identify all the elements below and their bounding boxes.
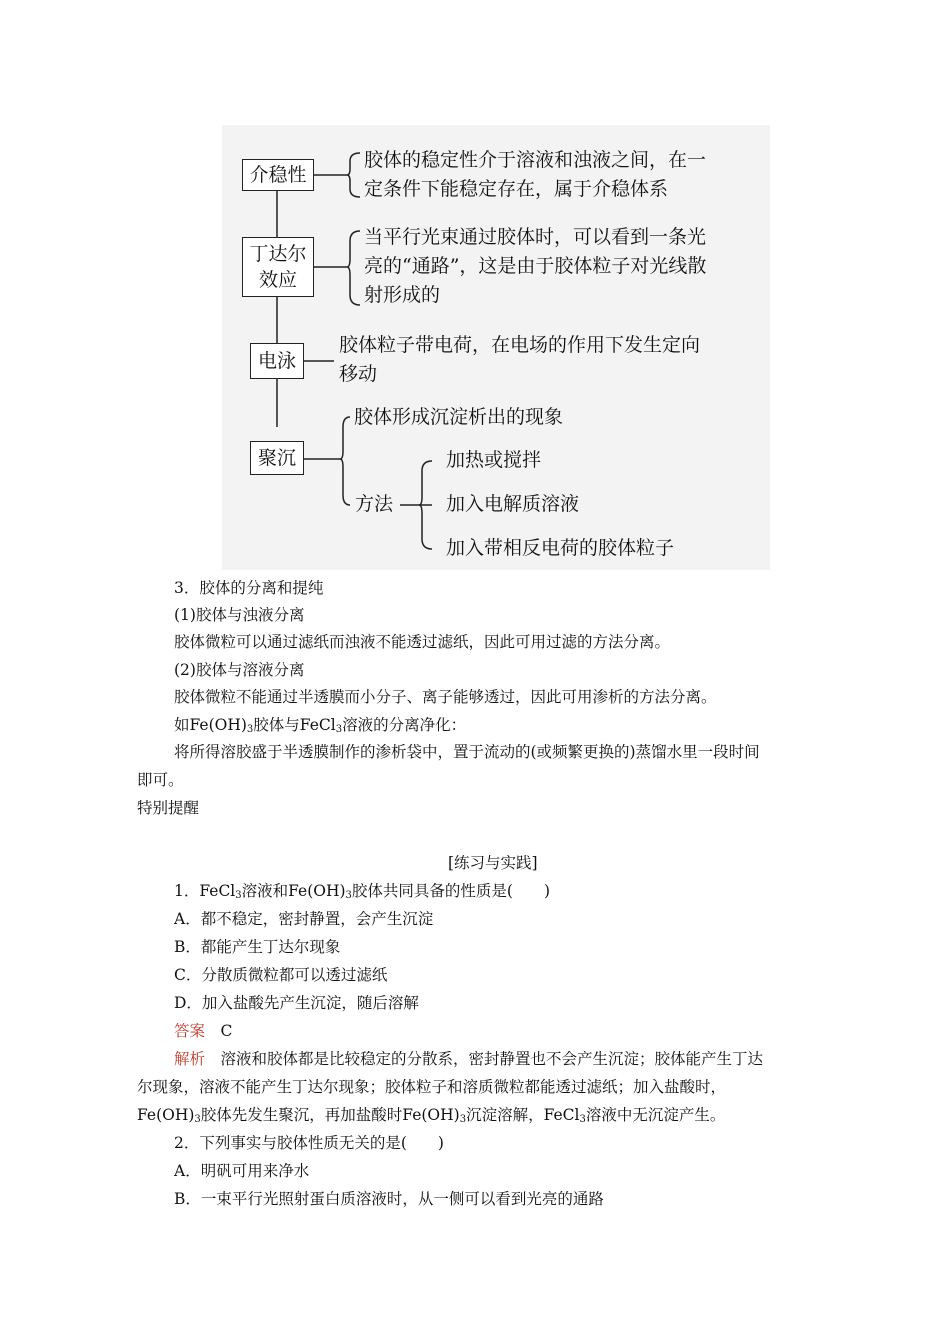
subscript: 3	[459, 1114, 467, 1125]
text-run: 1．FeCl	[174, 882, 236, 900]
option: D．加入盐酸先产生沉淀，随后溶解	[174, 994, 419, 1012]
answer-line	[174, 1021, 232, 1041]
description-line: 胶体形成沉淀析出的现象	[354, 406, 564, 428]
answer-label: 答案	[174, 1022, 206, 1040]
question-1	[174, 881, 550, 906]
subscript: 3	[345, 890, 352, 901]
text-run: 胶体与FeCl	[253, 716, 336, 734]
subsection-heading: (1)胶体与浊液分离	[174, 606, 305, 624]
subscript: 3	[235, 890, 242, 901]
node-box-coagulation	[250, 441, 304, 475]
node-box-electrophoresis	[250, 343, 304, 379]
method-label: 方法	[355, 493, 394, 515]
method-item: 加入电解质溶液	[446, 493, 580, 515]
description-line: 定条件下能稳定存在，属于介稳体系	[364, 178, 669, 200]
description-line: 射形成的	[364, 284, 441, 306]
paragraph-example	[174, 715, 466, 740]
description-line: 亮的“通路”，这是由于胶体粒子对光线散	[364, 255, 707, 277]
node-description-tyndall	[364, 223, 764, 310]
question-2: 2．下列事实与胶体性质无关的是( )	[174, 1134, 444, 1152]
option: A．明矾可用来净水	[174, 1162, 310, 1180]
method-item: 加入带相反电荷的胶体粒子	[446, 537, 675, 559]
text-run: 溶液和胶体都是比较稳定的分散系，密封静置也不会产生沉淀；胶体能产生丁达	[220, 1050, 764, 1068]
paragraph: 即可。	[137, 771, 184, 789]
text-run: 溶液的分离净化：	[342, 716, 467, 734]
option: C．分散质微粒都可以透过滤纸	[174, 966, 388, 984]
answer-value: C	[220, 1022, 233, 1040]
colloid-properties-diagram	[222, 125, 770, 570]
option: B．一束平行光照射蛋白质溶液时，从一侧可以看到光亮的通路	[174, 1190, 604, 1208]
paragraph: 将所得溶胶盛于半透膜制作的渗析袋中，置于流动的(或频繁更换的)蒸馏水里一段时间	[174, 743, 760, 761]
text-run: 胶体先发生聚沉，再加盐酸时Fe(OH)	[200, 1106, 460, 1124]
node-description-electrophoresis	[339, 331, 759, 389]
note-heading: 特别提醒	[137, 799, 200, 817]
node-description-metastability	[364, 146, 764, 204]
node-box-tyndall	[242, 237, 314, 297]
node-description-coagulation	[354, 403, 754, 432]
node-box-metastability	[242, 159, 314, 191]
subscript: 3	[335, 724, 343, 735]
text-run: 沉淀溶解，FeCl	[466, 1106, 580, 1124]
section-heading: 3．胶体的分离和提纯	[174, 579, 324, 597]
practice-heading: [练习与实践]	[448, 854, 538, 872]
analysis-line: 尔现象，溶液不能产生丁达尔现象；胶体粒子和溶质微粒都能透过滤纸；加入盐酸时，	[137, 1078, 727, 1096]
text-run: 溶液和Fe(OH)	[241, 882, 346, 900]
node-label: 电泳	[257, 350, 296, 372]
subscript: 3	[246, 724, 254, 735]
node-label: 效应	[258, 269, 297, 291]
analysis-line	[174, 1049, 763, 1069]
method-item: 加热或搅拌	[446, 449, 542, 471]
node-label: 丁达尔	[249, 243, 307, 265]
node-label: 聚沉	[257, 447, 296, 469]
text-run: 如Fe(OH)	[174, 716, 247, 734]
subscript: 3	[579, 1114, 586, 1125]
paragraph: 胶体微粒可以通过滤纸而浊液不能透过滤纸，因此可用过滤的方法分离。	[174, 633, 671, 651]
description-line: 当平行光束通过胶体时，可以看到一条光	[364, 226, 707, 248]
option: A．都不稳定，密封静置，会产生沉淀	[174, 910, 434, 928]
option: B．都能产生丁达尔现象	[174, 938, 341, 956]
description-line: 胶体的稳定性介于溶液和浊液之间，在一	[364, 149, 707, 171]
analysis-label: 解析	[174, 1050, 206, 1068]
text-run: 溶液中无沉淀产生。	[585, 1106, 726, 1124]
description-line: 胶体粒子带电荷，在电场的作用下发生定向	[339, 334, 701, 356]
subsection-heading: (2)胶体与溶液分离	[174, 661, 305, 679]
node-label: 介稳性	[249, 164, 307, 186]
paragraph: 胶体微粒不能通过半透膜而小分子、离子能够透过，因此可用渗析的方法分离。	[174, 688, 717, 706]
subscript: 3	[194, 1114, 201, 1125]
text-run: 胶体共同具备的性质是( )	[351, 882, 551, 900]
analysis-line	[137, 1105, 725, 1130]
description-line: 移动	[339, 363, 378, 385]
text-run: Fe(OH)	[137, 1106, 195, 1124]
